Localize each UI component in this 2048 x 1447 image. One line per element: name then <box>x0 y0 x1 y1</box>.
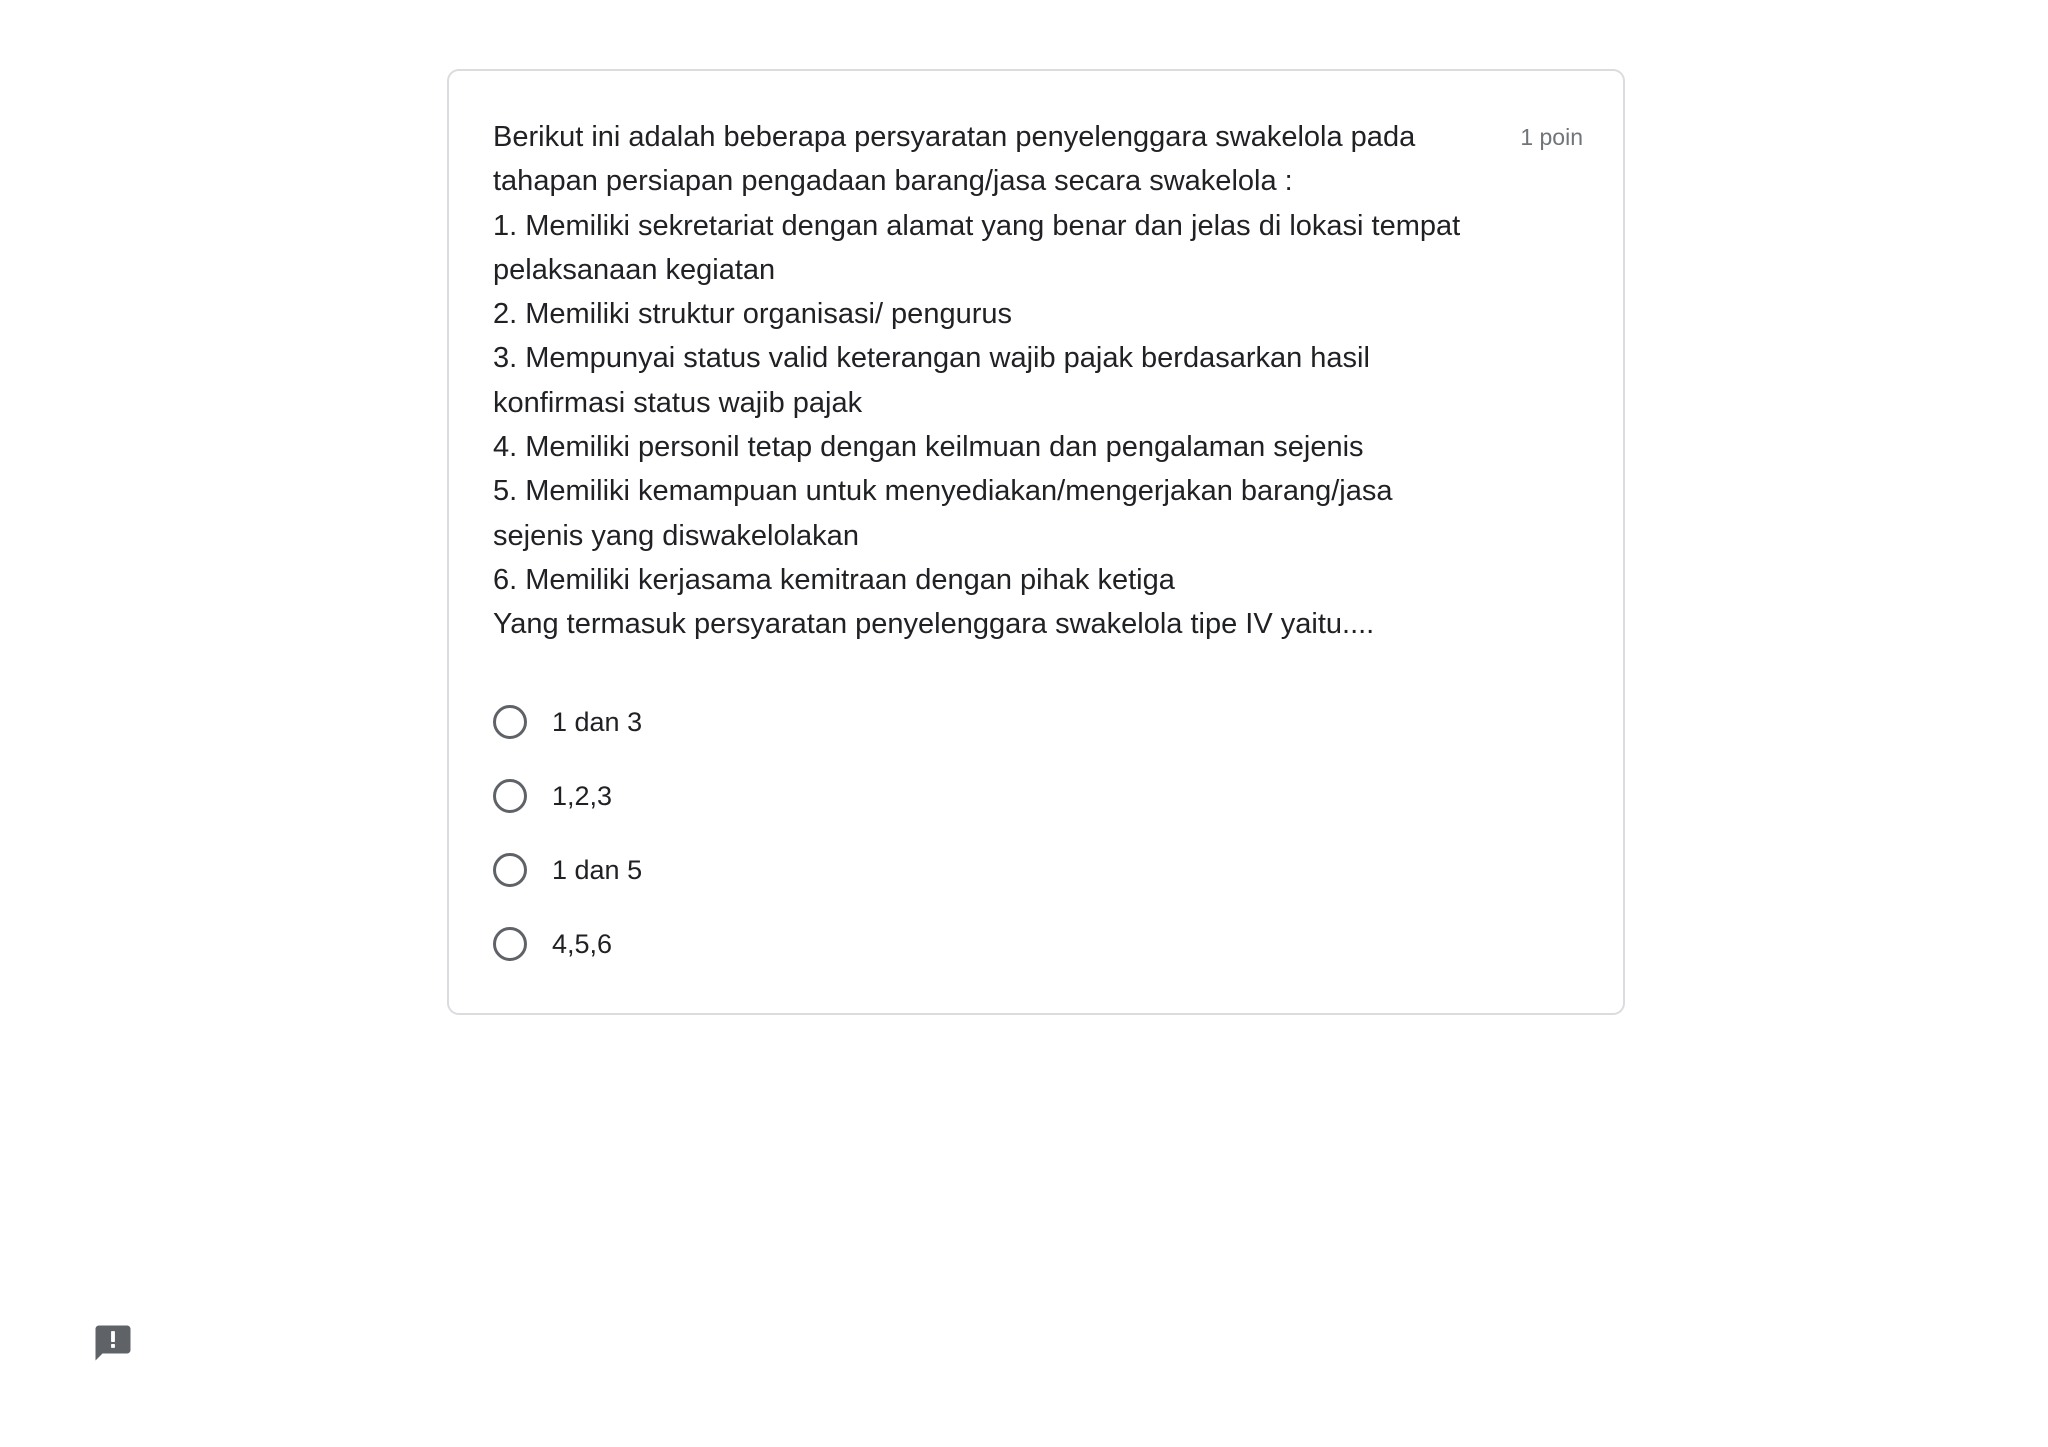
answer-options <box>493 685 1493 981</box>
option-label: 4,5,6 <box>552 928 613 959</box>
report-feedback-icon <box>92 1322 134 1364</box>
question-line: Yang termasuk persyaratan penyelenggara swakelola tipe IV yaitu.... <box>493 608 1375 641</box>
option-1-dan-5[interactable] <box>493 833 1493 907</box>
question-line: 1. Memiliki sekretariat dengan alamat yang benar dan jelas di lokasi tempat <box>493 209 1461 242</box>
question-line: pelaksanaan kegiatan <box>493 253 776 286</box>
option-label: 1,2,3 <box>552 780 613 811</box>
question-header <box>493 115 1583 647</box>
radio-button-icon[interactable] <box>493 779 527 813</box>
question-line: konfirmasi status wajib pajak <box>493 386 863 419</box>
question-line: Berikut ini adalah beberapa persyaratan penyelenggara swakelola pada <box>493 121 1416 153</box>
radio-button-icon[interactable] <box>493 927 527 961</box>
option-1-dan-3[interactable] <box>493 685 1493 759</box>
option-1-2-3[interactable] <box>493 759 1493 833</box>
radio-button-icon[interactable] <box>493 705 527 739</box>
question-line: 2. Memiliki struktur organisasi/ pengurus <box>493 298 1012 331</box>
report-feedback-button[interactable] <box>92 1322 134 1364</box>
radio-button-icon[interactable] <box>493 853 527 887</box>
question-card <box>447 69 1625 1015</box>
question-line: 3. Mempunyai status valid keterangan wajib pajak berdasarkan hasil <box>493 342 1370 375</box>
question-line: 5. Memiliki kemampuan untuk menyediakan/mengerjakan barang/jasa <box>493 475 1393 508</box>
question-line: tahapan persiapan pengadaan barang/jasa secara swakelola : <box>493 165 1293 198</box>
option-label: 1 dan 5 <box>552 854 643 885</box>
points-badge: 1 poin <box>1520 124 1583 150</box>
option-label: 1 dan 3 <box>552 706 643 737</box>
question-line: sejenis yang diswakelolakan <box>493 519 859 552</box>
question-line: 4. Memiliki personil tetap dengan keilmuan dan pengalaman sejenis <box>493 431 1364 464</box>
question-line: 6. Memiliki kerjasama kemitraan dengan pihak ketiga <box>493 563 1175 596</box>
option-4-5-6[interactable] <box>493 907 1493 981</box>
question-text <box>493 115 1473 647</box>
